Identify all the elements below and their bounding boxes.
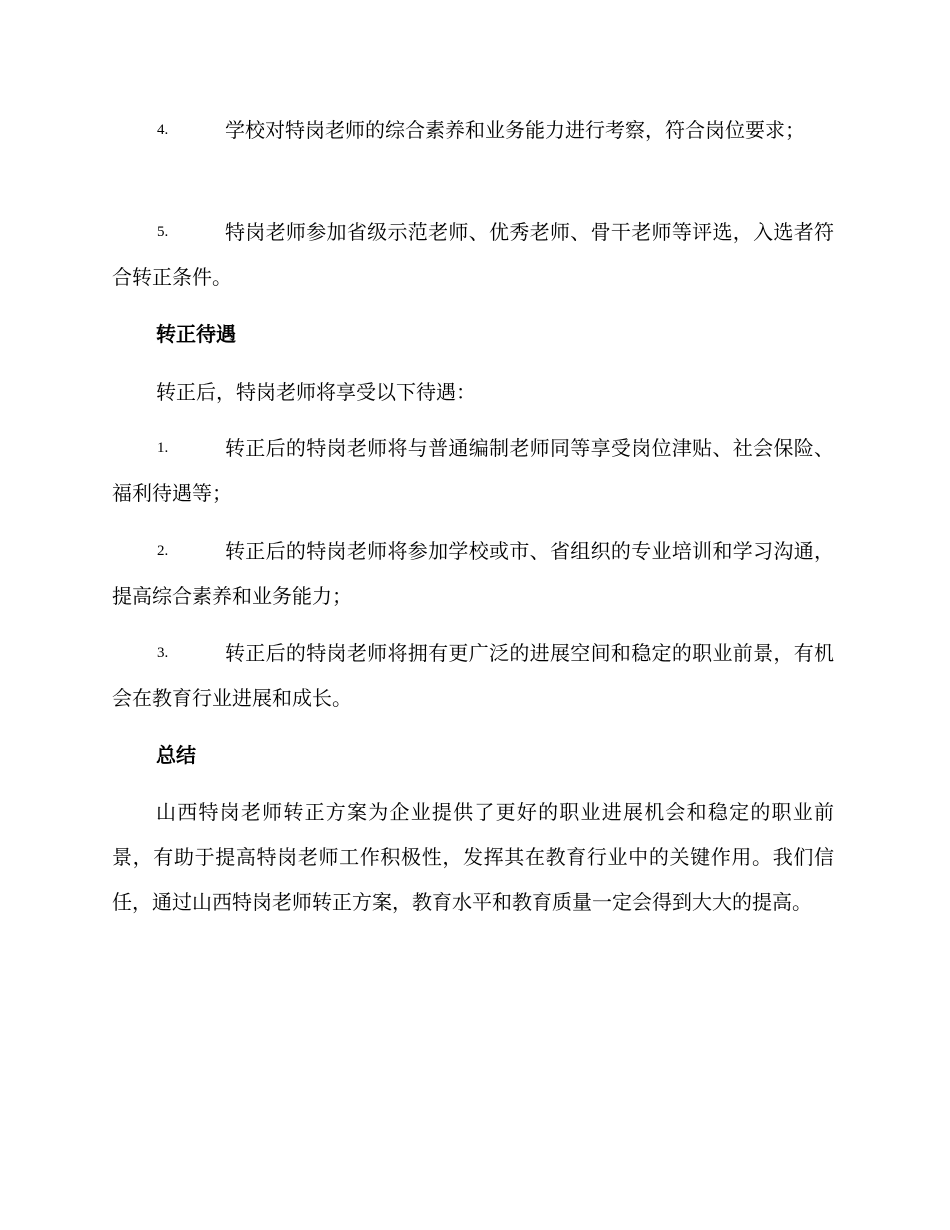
section-heading-benefits: 转正待遇 [156, 322, 236, 346]
list-item [112, 631, 834, 721]
list-item-number: 3. [157, 645, 169, 661]
benefits-intro: 转正后，特岗老师将享受以下待遇： [156, 380, 476, 404]
list-item-text: 特岗老师参加省级示范老师、优秀老师、骨干老师等评选，入选者符合转正条件。 [112, 220, 834, 289]
list-item-number: 4. [157, 122, 169, 138]
list-item-text: 转正后的特岗老师将拥有更广泛的进展空间和稳定的职业前景，有机会在教育行业进展和成长。 [112, 641, 834, 710]
list-item [112, 529, 834, 619]
list-item-text: 学校对特岗老师的综合素养和业务能力进行考察，符合岗位要求； [225, 118, 805, 142]
list-item-number: 2. [157, 543, 169, 559]
list-item [112, 426, 834, 516]
list-item-text: 转正后的特岗老师将参加学校或市、省组织的专业培训和学习沟通，提高综合素养和业务能力； [112, 539, 834, 608]
list-item [112, 108, 834, 153]
list-item-number: 1. [157, 440, 169, 456]
list-item-text: 转正后的特岗老师将与普通编制老师同等享受岗位津贴、社会保险、福利待遇等； [112, 436, 834, 505]
list-item [112, 210, 834, 300]
list-item-number: 5. [157, 224, 169, 240]
summary-paragraph: 山西特岗老师转正方案为企业提供了更好的职业进展机会和稳定的职业前景，有助于提高特岗老师工作积极性，发挥其在教育行业中的关键作用。我们信任，通过山西特岗老师转正方案，教育水平和教育质量一定会得到大大的提高。 [112, 800, 834, 914]
section-heading-summary: 总结 [156, 743, 196, 767]
